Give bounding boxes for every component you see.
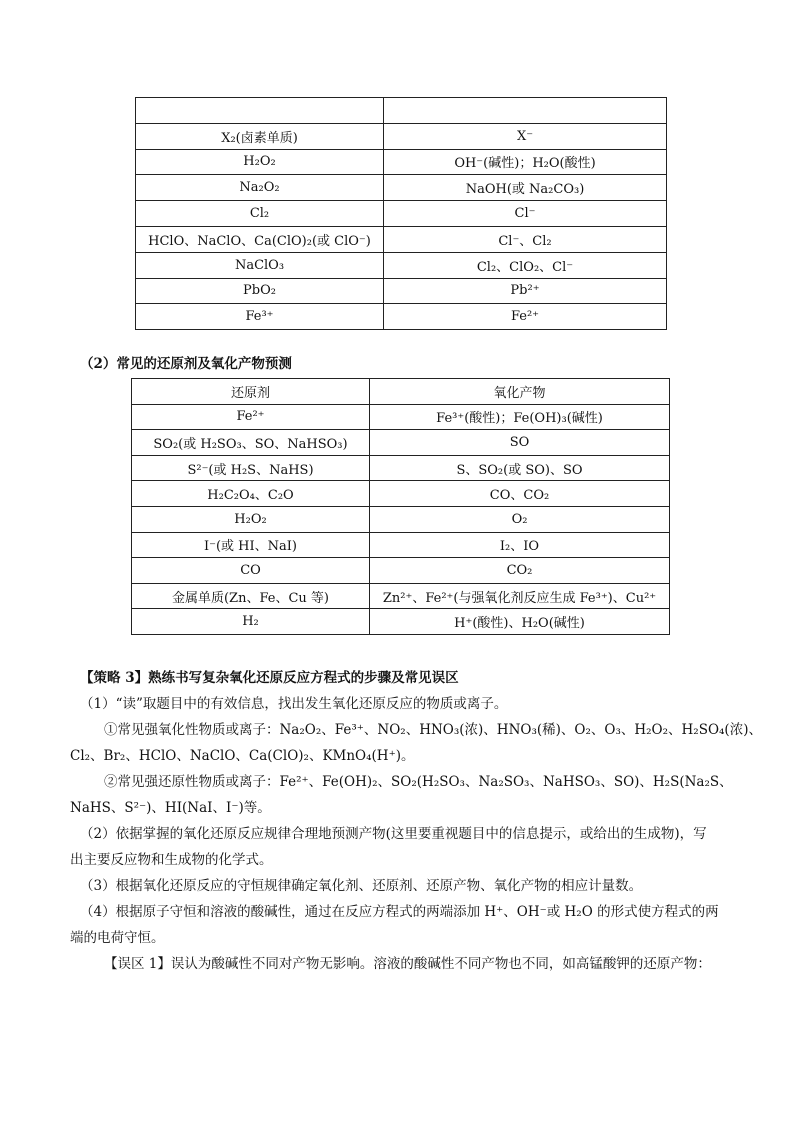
table-cell: CO	[132, 558, 370, 584]
table-cell: Zn²⁺、Fe²⁺(与强氧化剂反应生成 Fe³⁺)、Cu²⁺	[370, 583, 670, 609]
table-cell: Fe³⁺	[136, 304, 384, 330]
oxidant-product-table	[135, 97, 667, 330]
paragraph-line: ②常见强还原性物质或离子：Fe²⁺、Fe(OH)₂、SO₂(H₂SO₃、Na₂SO₃、NaHSO₃、SO)、H₂S(Na₂S、	[104, 774, 733, 790]
table-row	[132, 430, 670, 456]
table-cell: Cl⁻、Cl₂	[384, 226, 667, 252]
table-cell: Fe²⁺	[384, 304, 667, 330]
table-row	[132, 455, 670, 481]
paragraph-line: （4）根据原子守恒和溶液的酸碱性，通过在反应方程式的两端添加 H⁺、OH⁻或 H₂O 的形式使方程式的两	[80, 904, 719, 920]
table-cell: I⁻(或 HI、NaI)	[132, 532, 370, 558]
table-cell: PbO₂	[136, 278, 384, 304]
table-cell	[384, 98, 667, 124]
table-row	[136, 226, 667, 252]
paragraph-line: （3）根据氧化还原反应的守恒规律确定氧化剂、还原剂、还原产物、氧化产物的相应计量数。	[80, 878, 643, 894]
table-row	[136, 149, 667, 175]
paragraph-line: ①常见强氧化性物质或离子：Na₂O₂、Fe³⁺、NO₂、HNO₃(浓)、HNO₃(稀)、O₂、O₃、H₂O₂、H₂SO₄(浓)、	[104, 722, 762, 738]
table-cell: SO	[370, 430, 670, 456]
table-cell: HClO、NaClO、Ca(ClO)₂(或 ClO⁻)	[136, 226, 384, 252]
table-cell: S²⁻(或 H₂S、NaHS)	[132, 455, 370, 481]
table-cell: Fe²⁺	[132, 404, 370, 430]
strategy-heading: 【策略 3】熟练书写复杂氧化还原反应方程式的步骤及常见误区	[80, 670, 459, 686]
table-cell: H₂O₂	[136, 149, 384, 175]
table-cell: Cl₂	[136, 201, 384, 227]
table-row	[136, 278, 667, 304]
section-heading: （2）常见的还原剂及氧化产物预测	[80, 356, 292, 372]
table-header-row	[132, 379, 670, 405]
table-cell: NaClO₃	[136, 252, 384, 278]
table-cell: I₂、IO	[370, 532, 670, 558]
paragraph-line: NaHS、S²⁻)、HI(NaI、I⁻)等。	[70, 800, 271, 816]
table-cell: SO₂(或 H₂SO₃、SO、NaHSO₃)	[132, 430, 370, 456]
table-cell: X⁻	[384, 123, 667, 149]
table-row	[136, 252, 667, 278]
table-row	[132, 558, 670, 584]
table-cell: H₂O₂	[132, 506, 370, 532]
table-cell: CO₂	[370, 558, 670, 584]
paragraph-line: 【误区 1】误认为酸碱性不同对产物无影响。溶液的酸碱性不同产物也不同，如高锰酸钾的还原产物：	[104, 956, 711, 972]
table-cell: Na₂O₂	[136, 175, 384, 201]
table-cell: H⁺(酸性)、H₂O(碱性)	[370, 609, 670, 635]
table-row	[136, 201, 667, 227]
table-cell: O₂	[370, 506, 670, 532]
table-cell: OH⁻(碱性)；H₂O(酸性)	[384, 149, 667, 175]
table-cell: X₂(卤素单质)	[136, 123, 384, 149]
table-cell: H₂	[132, 609, 370, 635]
paragraph-line: Cl₂、Br₂、HClO、NaClO、Ca(ClO)₂、KMnO₄(H⁺)。	[70, 748, 415, 764]
table-cell: S、SO₂(或 SO)、SO	[370, 455, 670, 481]
table-row	[132, 609, 670, 635]
table-cell: 金属单质(Zn、Fe、Cu 等)	[132, 583, 370, 609]
column-header: 氧化产物	[370, 379, 670, 405]
table-row	[136, 175, 667, 201]
table-row	[132, 583, 670, 609]
column-header: 还原剂	[132, 379, 370, 405]
reductant-product-table	[131, 378, 670, 635]
table-cell: H₂C₂O₄、C₂O	[132, 481, 370, 507]
table-cell: Cl⁻	[384, 201, 667, 227]
paragraph-line: （2）依据掌握的氧化还原反应规律合理地预测产物(这里要重视题目中的信息提示，或给出的生成物)，写	[80, 826, 707, 842]
table-cell: NaOH(或 Na₂CO₃)	[384, 175, 667, 201]
table-row	[132, 532, 670, 558]
table-row	[136, 123, 667, 149]
table-row	[136, 98, 667, 124]
paragraph-line: 出主要反应物和生成物的化学式。	[70, 852, 273, 868]
table-cell: Fe³⁺(酸性)；Fe(OH)₃(碱性)	[370, 404, 670, 430]
paragraph-line: 端的电荷守恒。	[70, 930, 165, 946]
table-cell: Pb²⁺	[384, 278, 667, 304]
paragraph-line: （1）“读”取题目中的有效信息，找出发生氧化还原反应的物质或离子。	[80, 696, 508, 712]
table-cell: CO、CO₂	[370, 481, 670, 507]
table-cell	[136, 98, 384, 124]
table-row	[132, 506, 670, 532]
table-row	[132, 404, 670, 430]
table-cell: Cl₂、ClO₂、Cl⁻	[384, 252, 667, 278]
table-row	[136, 304, 667, 330]
table-row	[132, 481, 670, 507]
